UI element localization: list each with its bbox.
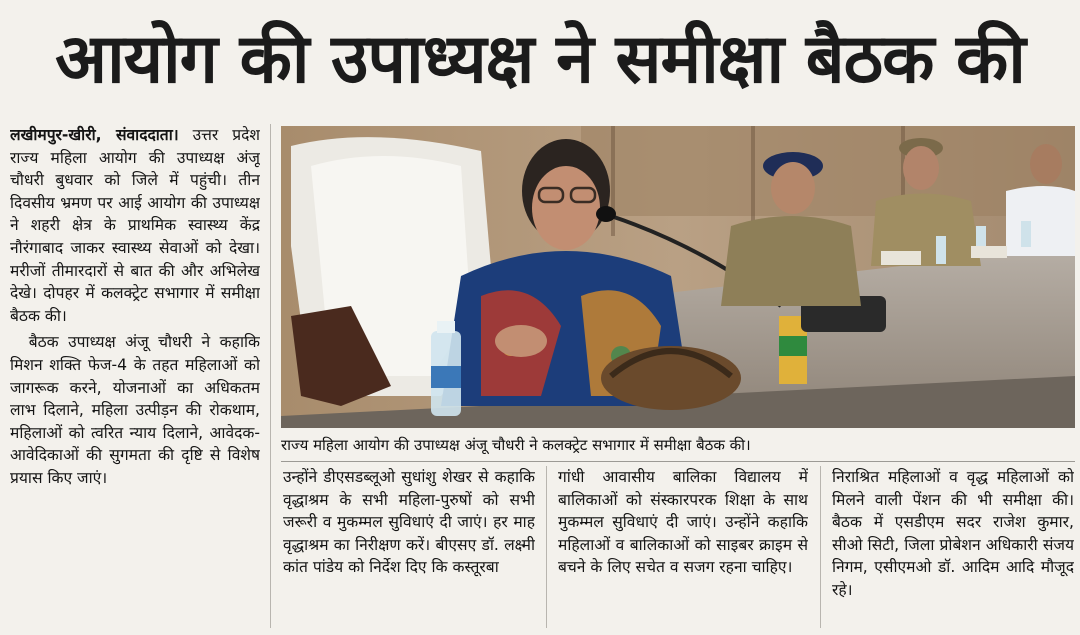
- lead-text: उत्तर प्रदेश राज्य महिला आयोग की उपाध्यक्ष अंजू चौधरी बुधवार को जिले में पहुंची। तीन दिवसीय भ्रमण पर आई आयोग की उपाध्यक्ष ने शहरी क्षेत्र के प्राथमिक स्वास्थ्य केंद्र नौरंगाबाद जाकर स्वास्थ्य सेवाओं को देखा। मरीजों तीमारदारों से बात की और अभिलेख देखे। दोपहर में कलक्ट्रेट सभागार में समीक्षा बैठक की।: [10, 126, 260, 325]
- article-column-4: निराश्रित महिलाओं व वृद्ध महिलाओं को मिलने वाली पेंशन की भी समीक्षा की। बैठक में एसडीएम सदर राजेश कुमार, सीओ सिटी, जिला प्रोबेशन अधिकारी संजय निगम, एसीएमओ डॉ. आदिम आदि मौजूद रहे।: [832, 468, 1074, 599]
- column-divider-2: [546, 466, 547, 628]
- news-photo: [281, 126, 1075, 428]
- photo-caption: राज्य महिला आयोग की उपाध्यक्ष अंजू चौधरी ने कलक्ट्रेट सभागार में समीक्षा बैठक की।: [281, 436, 751, 454]
- meeting-photo-illustration: [281, 126, 1075, 428]
- dateline: लखीमपुर-खीरी, संवाददाता।: [10, 126, 179, 144]
- column-divider-1: [270, 124, 271, 628]
- article-column-3: गांधी आवासीय बालिका विद्यालय में बालिकाओं को संस्कारपरक शिक्षा के साथ मुकम्मल सुविधाएं दी जाएं। उन्होंने कहाकि महिलाओं व बालिकाओं को साइबर क्राइम से बचने के लिए सचेत व सजग रहना चाहिए।: [558, 468, 808, 577]
- article-column-1: [10, 124, 260, 628]
- caption-divider: [281, 461, 1075, 462]
- article-column-2: उन्होंने डीएसडब्लूओ सुधांशु शेखर से कहाकि वृद्धाश्रम के सभी महिला-पुरुषों को सभी जरूरी व मुकम्मल सुविधाएं दी जाएं। हर माह वृद्धाश्रम का निरीक्षण करें। बीएसए डॉ. लक्ष्मी कांत पांडेय को निर्देश दिए कि कस्तूरबा: [283, 468, 535, 577]
- lead-paragraph: [10, 124, 260, 327]
- article-paragraph-2: बैठक उपाध्यक्ष अंजू चौधरी ने कहाकि मिशन शक्ति फेज-4 के तहत महिलाओं को जागरूक करने, योजनाओं का अधिकतम लाभ दिलाने, महिला उत्पीड़न की रोकथाम, महिलाओं को त्वरित न्याय दिलाने, आवेदक-आवेदिकाओं की सुगमता की दृष्टि से विशेष प्रयास किए जाएं।: [10, 333, 260, 487]
- headline: आयोग की उपाध्यक्ष ने समीक्षा बैठक की: [55, 20, 1025, 99]
- column-divider-3: [820, 466, 821, 628]
